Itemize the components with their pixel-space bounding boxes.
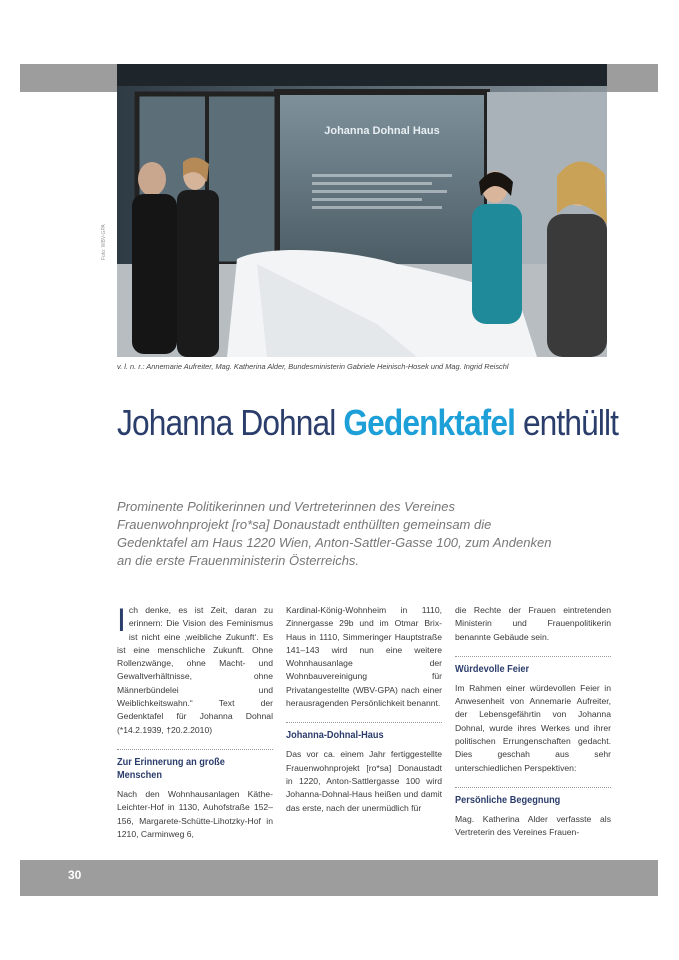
text-column-3 — [455, 604, 611, 840]
subheading-begegnung: Persönliche Begegnung — [455, 794, 561, 806]
sign-text: Johanna Dohnal Haus — [324, 125, 440, 137]
photo-credit: Foto: WBV-GPA — [101, 224, 107, 260]
article-title — [117, 402, 618, 444]
drop-cap: I — [117, 602, 126, 638]
intro-text: ch denke, es ist Zeit, daran zu erinnern: Die Vision des Feminismus ist nicht eine ‚weibliche Zukunft‘. Es ist eine menschliche Zukunft. Ohne Rollenzwänge, ohne Macht- und Gewaltverhältnisse, ohne Männerbündelei und Weiblichkeitswahn.“ Text der Gedenktafel für Johanna Dohnal (*14.2.1939, †20.2.2010) — [117, 605, 273, 735]
text-column-2 — [286, 604, 442, 815]
intro-paragraph — [117, 604, 273, 737]
paragraph-feier: Im Rahmen einer würdevollen Feier in Anwesenheit von Annemarie Aufreiter, der Lebensgefährtin von Johanna Dohnal, wurde ihres Werkes und ihrer politischen Errungenschaften gedacht. Dies geschah aus sehr unterschiedlichen Perspektiven: — [455, 682, 611, 773]
paragraph-wohnhausanlagen: Nach den Wohnhausanlagen Käthe-Leichter-Hof in 1130, Auhofstraße 152–156, Margarete-Schütte-Lihotzky-Hof in 1210, Carminweg 6, — [117, 788, 273, 839]
paragraph-wohnheim: Kardinal-König-Wohnheim in 1110, Zinnergasse 29b und im Otmar Brix-Haus in 1110, Simmeringer Hauptstraße 141–143 wird nun eine weitere Wohnhausanlage der Wohnbauvereinigung für Privatangestellte (WBV-GPA) nach einer herausragenden Persönlichkeit benannt. — [286, 605, 442, 709]
subheading-erinnerung: Zur Erinnerung an große Menschen — [117, 756, 225, 781]
divider — [455, 787, 611, 788]
paragraph-rechte: die Rechte der Frauen eintretenden Ministerin und Frauenpolitikerin benannte Gebäude sein. — [455, 605, 611, 642]
page-number: 30 — [68, 868, 82, 882]
divider — [117, 749, 273, 750]
lead-paragraph: Prominente Politikerinnen und Vertreterinnen des Vereines Frauenwohnprojekt [ro*sa] Donaustadt enthüllten gemeinsam die Gedenktafel am Haus 1220 Wien, Anton-Sattler-Gasse 100, zum Andenken an die erste Frauenministerin Österreichs. — [117, 499, 552, 568]
text-column-1 — [117, 604, 273, 841]
subheading-feier: Würdevolle Feier — [455, 663, 530, 675]
paragraph-begegnung: Mag. Katherina Alder verfasste als Vertreterin des Vereines Frauen- — [455, 813, 611, 838]
unveiling-photo — [117, 64, 607, 357]
bottom-gray-bar — [20, 860, 658, 896]
divider — [286, 722, 442, 723]
title-part-2: Gedenktafel — [343, 402, 516, 443]
paragraph-frauenwohnprojekt: Das vor ca. einem Jahr fertiggestellte Frauenwohnprojekt [ro*sa] Donaustadt in 1220, Anton-Sattlergasse 100 wird Johanna-Dohnal-Haus heißen und damit das erste, nach der unermüdlich für — [286, 749, 442, 813]
title-part-1: Johanna Dohnal — [117, 402, 344, 443]
photo-caption: v. l. n. r.: Annemarie Aufreiter, Mag. Katherina Alder, Bundesministerin Gabriele Heinisch-Hosek und Mag. Ingrid Reischl — [117, 362, 509, 371]
title-part-3: enthüllt — [515, 402, 619, 443]
divider — [455, 656, 611, 657]
subheading-dohnal-haus: Johanna-Dohnal-Haus — [286, 730, 384, 742]
